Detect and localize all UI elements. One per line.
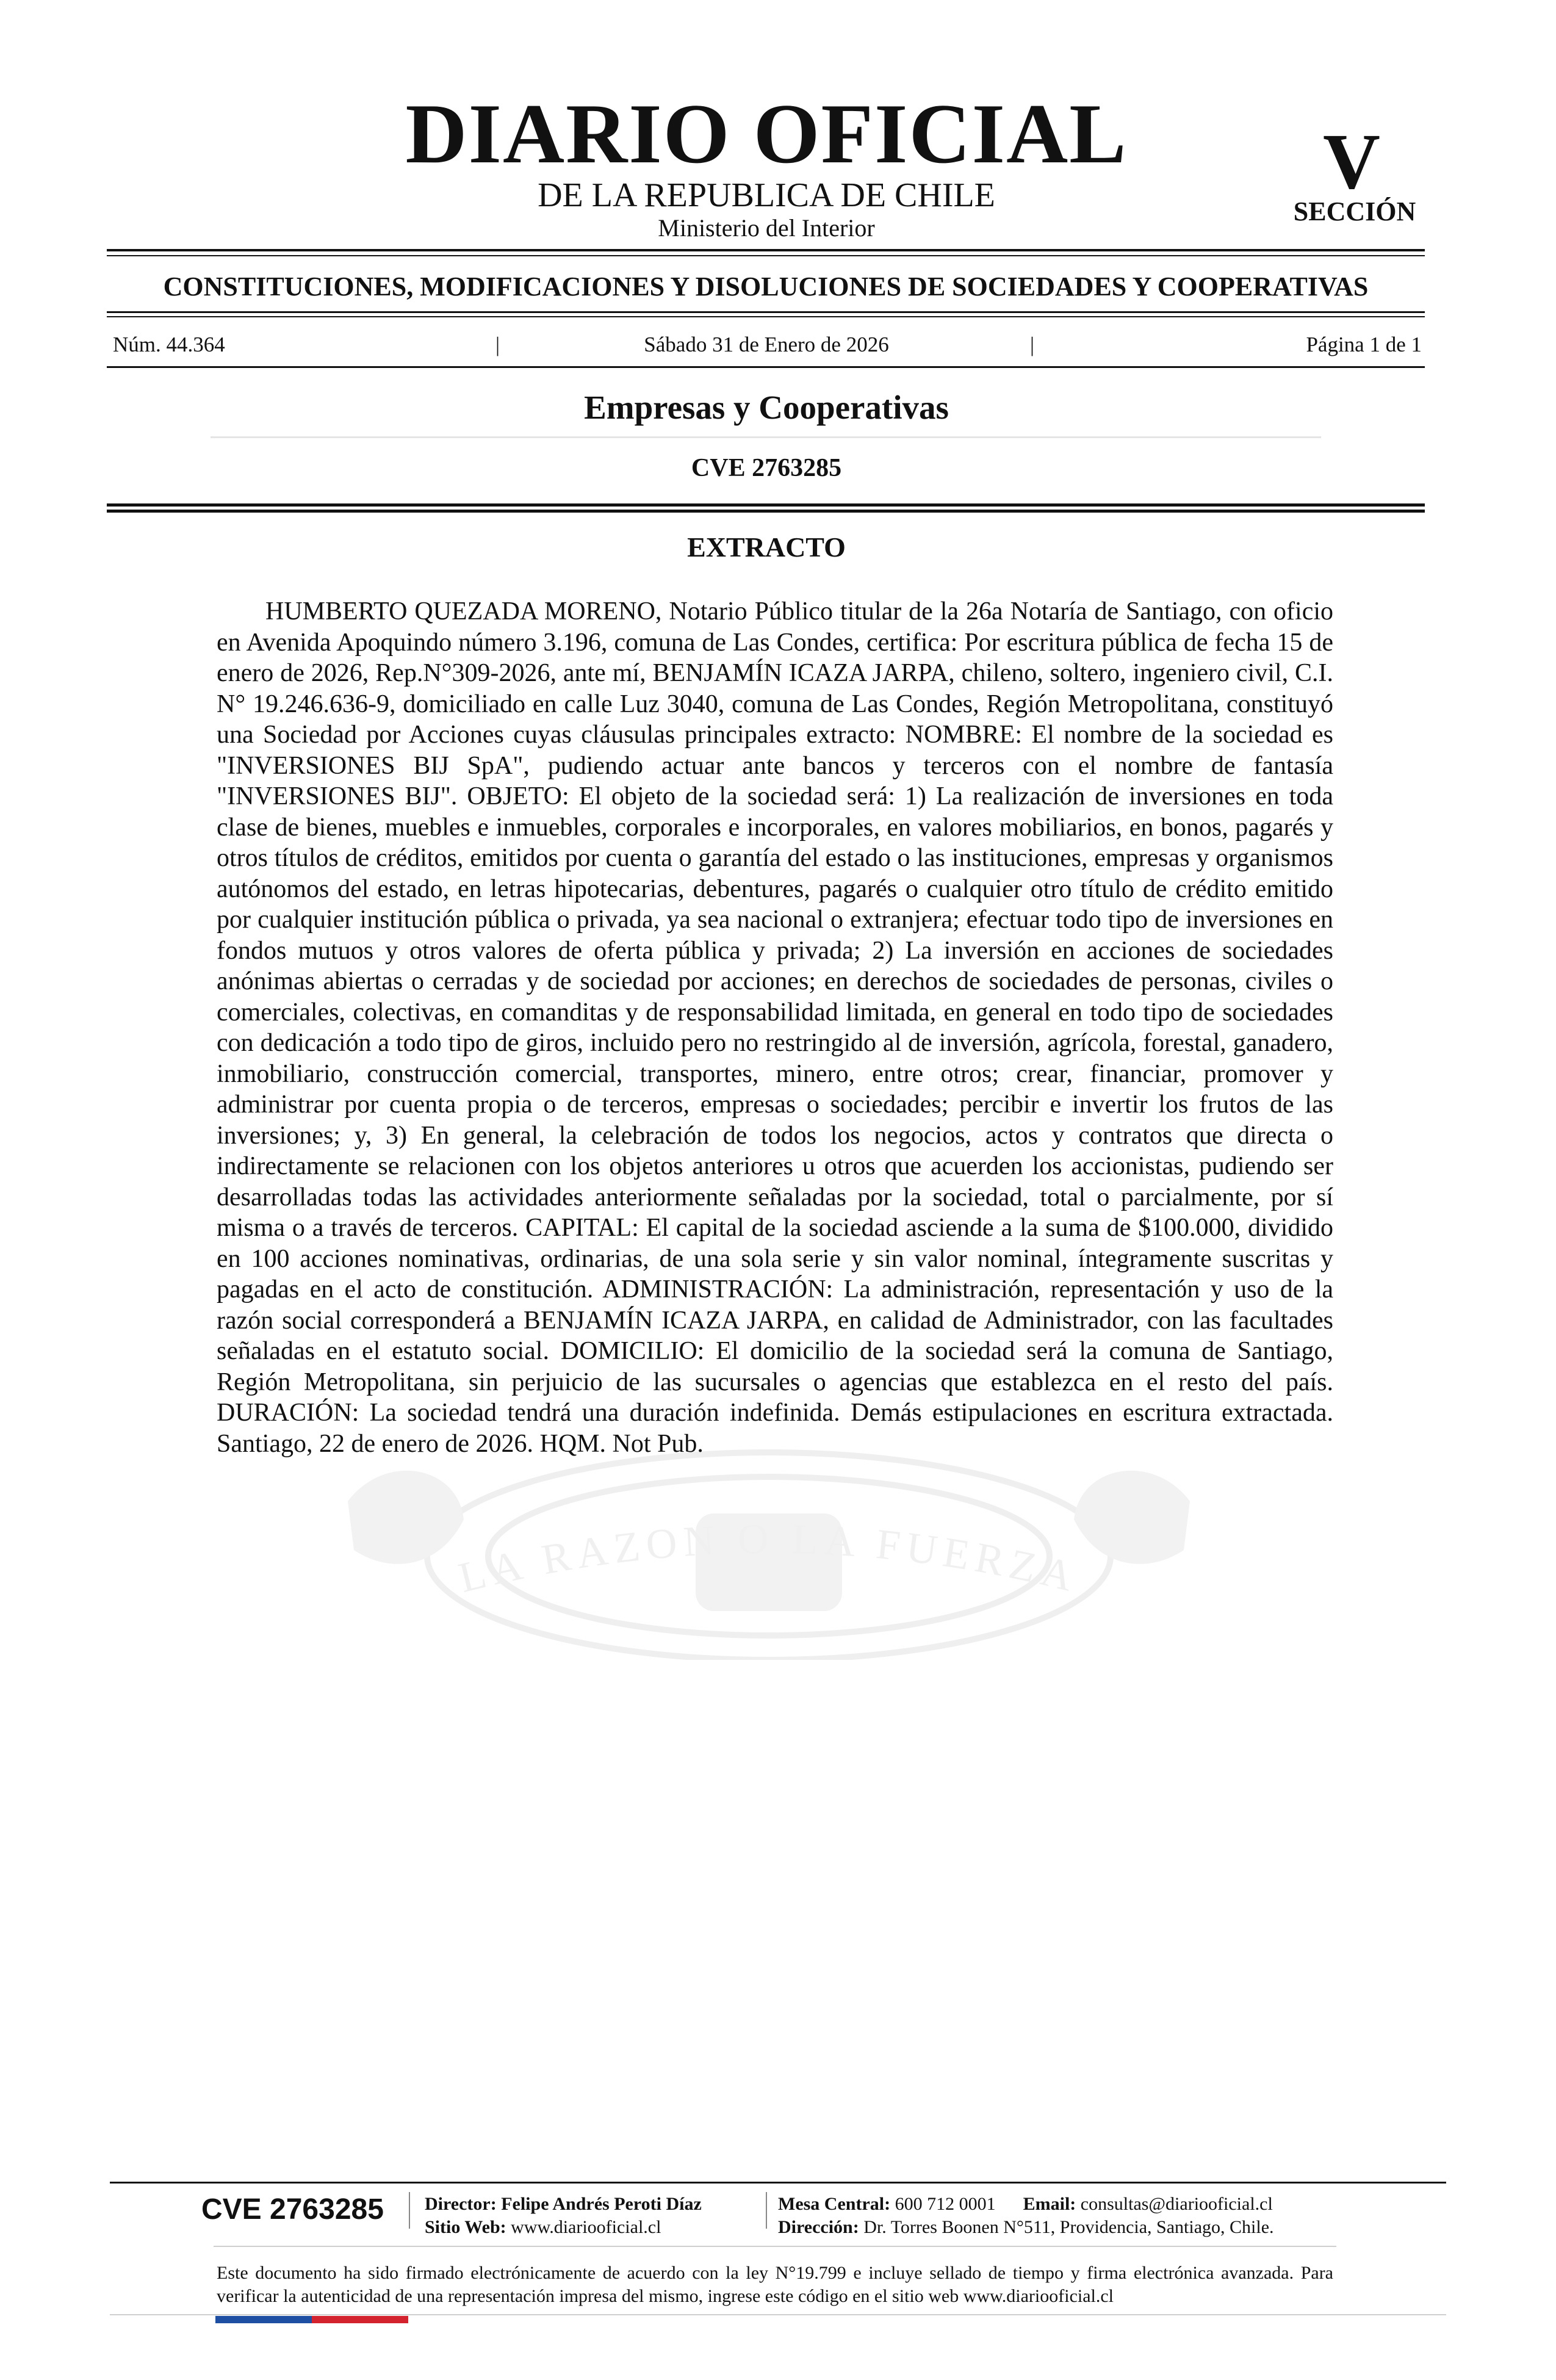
category-title: Empresas y Cooperativas	[584, 389, 949, 426]
footer-address	[778, 2218, 1274, 2237]
issue-date: Sábado 31 de Enero de 2026	[644, 333, 889, 356]
extract-body: HUMBERTO QUEZADA MORENO, Notario Público titular de la 26a Notaría de Santiago, con oficio en Avenida Apoquindo número 3.196, comuna de Las Condes, certifica: Por escritura pública de fecha 15 de enero de 2026, Rep.N°309-2026, ante mí, BENJAMÍN ICAZA JARPA, chileno, soltero, ingeniero civil, C.I. N° 19.246.636-9, domiciliado en calle Luz 3040, comuna de Las Condes, Región Metropolitana, constituyó una Sociedad por Acciones cuyas cláusulas principales extracto: NOMBRE: El nombre de la sociedad es "INVERSIONES BIJ SpA", pudiendo actuar ante bancos y terceros con el nombre de fantasía "INVERSIONES BIJ". OBJETO: El objeto de la sociedad será: 1) La realización de inversiones en toda clase de bienes, muebles e inmuebles, corporales e incorporales, en valores mobiliarios, en bonos, pagarés y otros títulos de créditos, emitidos por cuenta o garantía del estado o las instituciones, empresas y organismos autónomos del estado, en letras hipotecarias, debentures, pagarés o cualquier otro título de crédito emitido por cualquier institución pública o privada, ya sea nacional o extranjera; efectuar todo tipo de inversiones en fondos mutuos y otros valores de oferta pública y privada; 2) La inversión en acciones de sociedades anónimas abiertas o cerradas y de sociedad por acciones; en derechos de sociedades de personas, civiles o comerciales, colectivas, en comanditas y de responsabilidad limitada, en general en todo tipo de sociedades con dedicación a todo tipo de giros, incluido pero no restringido al de inversión, agrícola, forestal, ganadero, inmobiliario, construcción comercial, transportes, minero, entre otros; crear, financiar, promover y administrar por cuenta propia o de terceros, empresas o sociedades; percibir e invertir los frutos de las inversiones; y, 3) En general, la celebración de todos los negocios, actos y contratos que directa o indirectamente se relacionen con los objetos anteriores u otros que acuerden los accionistas, pudiendo ser desarrolladas todas las actividades anteriormente señaladas por la sociedad, total o parcialmente, por sí misma o a través de terceros. CAPITAL: El capital de la sociedad asciende a la suma de $100.000, dividido en 100 acciones nominativas, ordinarias, de una sola serie y sin valor nominal, íntegramente suscritas y pagadas en el acto de constitución. ADMINISTRACIÓN: La administración, representación y uso de la razón social corresponderá a BENJAMÍN ICAZA JARPA, en calidad de Administrador, con las facultades señaladas en el estatuto social. DOMICILIO: El domicilio de la sociedad será la comuna de Santiago, Región Metropolitana, sin perjuicio de las sucursales o agencias que establezca en el resto del país. DURACIÓN: La sociedad tendrá una duración indefinida. Demás estipulaciones en escritura extractada. Santiago, 22 de enero de 2026. HQM. Not Pub.	[217, 597, 1333, 1458]
masthead-subtitle: DE LA REPUBLICA DE CHILE	[538, 176, 995, 214]
issue-number: Núm. 44.364	[113, 333, 225, 356]
issue-separator: |	[495, 333, 500, 356]
footer-site	[425, 2218, 661, 2237]
category-underline	[211, 436, 1321, 438]
footer-address-value: Dr. Torres Boonen N°511, Providencia, Santiago, Chile.	[863, 2217, 1274, 2237]
info-rule-bottom	[107, 366, 1425, 368]
masthead-ministry: Ministerio del Interior	[658, 214, 875, 242]
footer-rule	[110, 2182, 1446, 2183]
footer-mesa-phone: 600 712 0001	[895, 2194, 996, 2214]
info-rule-top-2	[107, 316, 1425, 317]
masthead-rule-bottom	[107, 255, 1425, 256]
footer-site-link[interactable]: www.diariooficial.cl	[511, 2217, 661, 2237]
footer-bottom-rule	[110, 2314, 1446, 2315]
footer-email-label: Email:	[1023, 2194, 1076, 2214]
extract-title: EXTRACTO	[687, 532, 846, 563]
footer-signature-note: Este documento ha sido firmado electrónicamente de acuerdo con la ley N°19.799 e incluye sellado de tiempo y firma electrónica avanzada. Para verificar la autenticidad de una representación impresa del mismo, ingrese este código en el sitio web www.diariooficial.cl	[217, 2263, 1333, 2306]
page-count: Página 1 de 1	[1306, 333, 1422, 356]
footer-director	[425, 2195, 702, 2213]
footer-separator	[214, 2246, 1336, 2247]
footer-email-link[interactable]: consultas@diariooficial.cl	[1080, 2194, 1273, 2214]
flag-stripe-red	[312, 2316, 408, 2323]
cve-code: CVE 2763285	[691, 454, 842, 482]
content-rule-top	[107, 503, 1425, 507]
footer-director-label: Director:	[425, 2194, 497, 2214]
footer-director-name: Felipe Andrés Peroti Díaz	[501, 2194, 702, 2214]
masthead-rule-top	[107, 249, 1425, 251]
footer-cve-code: CVE 2763285	[201, 2193, 384, 2226]
footer-contact	[778, 2195, 1273, 2213]
footer-divider	[766, 2192, 767, 2229]
footer-site-label: Sitio Web:	[425, 2217, 506, 2237]
section-heading: CONSTITUCIONES, MODIFICACIONES Y DISOLUCIONES DE SOCIEDADES Y COOPERATIVAS	[163, 272, 1369, 301]
footer-divider	[409, 2192, 410, 2229]
watermark-motto: LA RAZON O LA FUERZA	[454, 1515, 1084, 1602]
section-label: SECCIÓN	[1293, 197, 1416, 226]
section-letter: V	[1323, 118, 1380, 206]
footer-address-label: Dirección:	[778, 2217, 859, 2237]
flag-stripe-blue	[215, 2316, 312, 2323]
footer-mesa-label: Mesa Central:	[778, 2194, 891, 2214]
info-rule-top-1	[107, 311, 1425, 313]
content-rule-bottom	[107, 510, 1425, 513]
issue-separator: |	[1030, 333, 1035, 356]
masthead-title: DIARIO OFICIAL	[405, 87, 1128, 181]
